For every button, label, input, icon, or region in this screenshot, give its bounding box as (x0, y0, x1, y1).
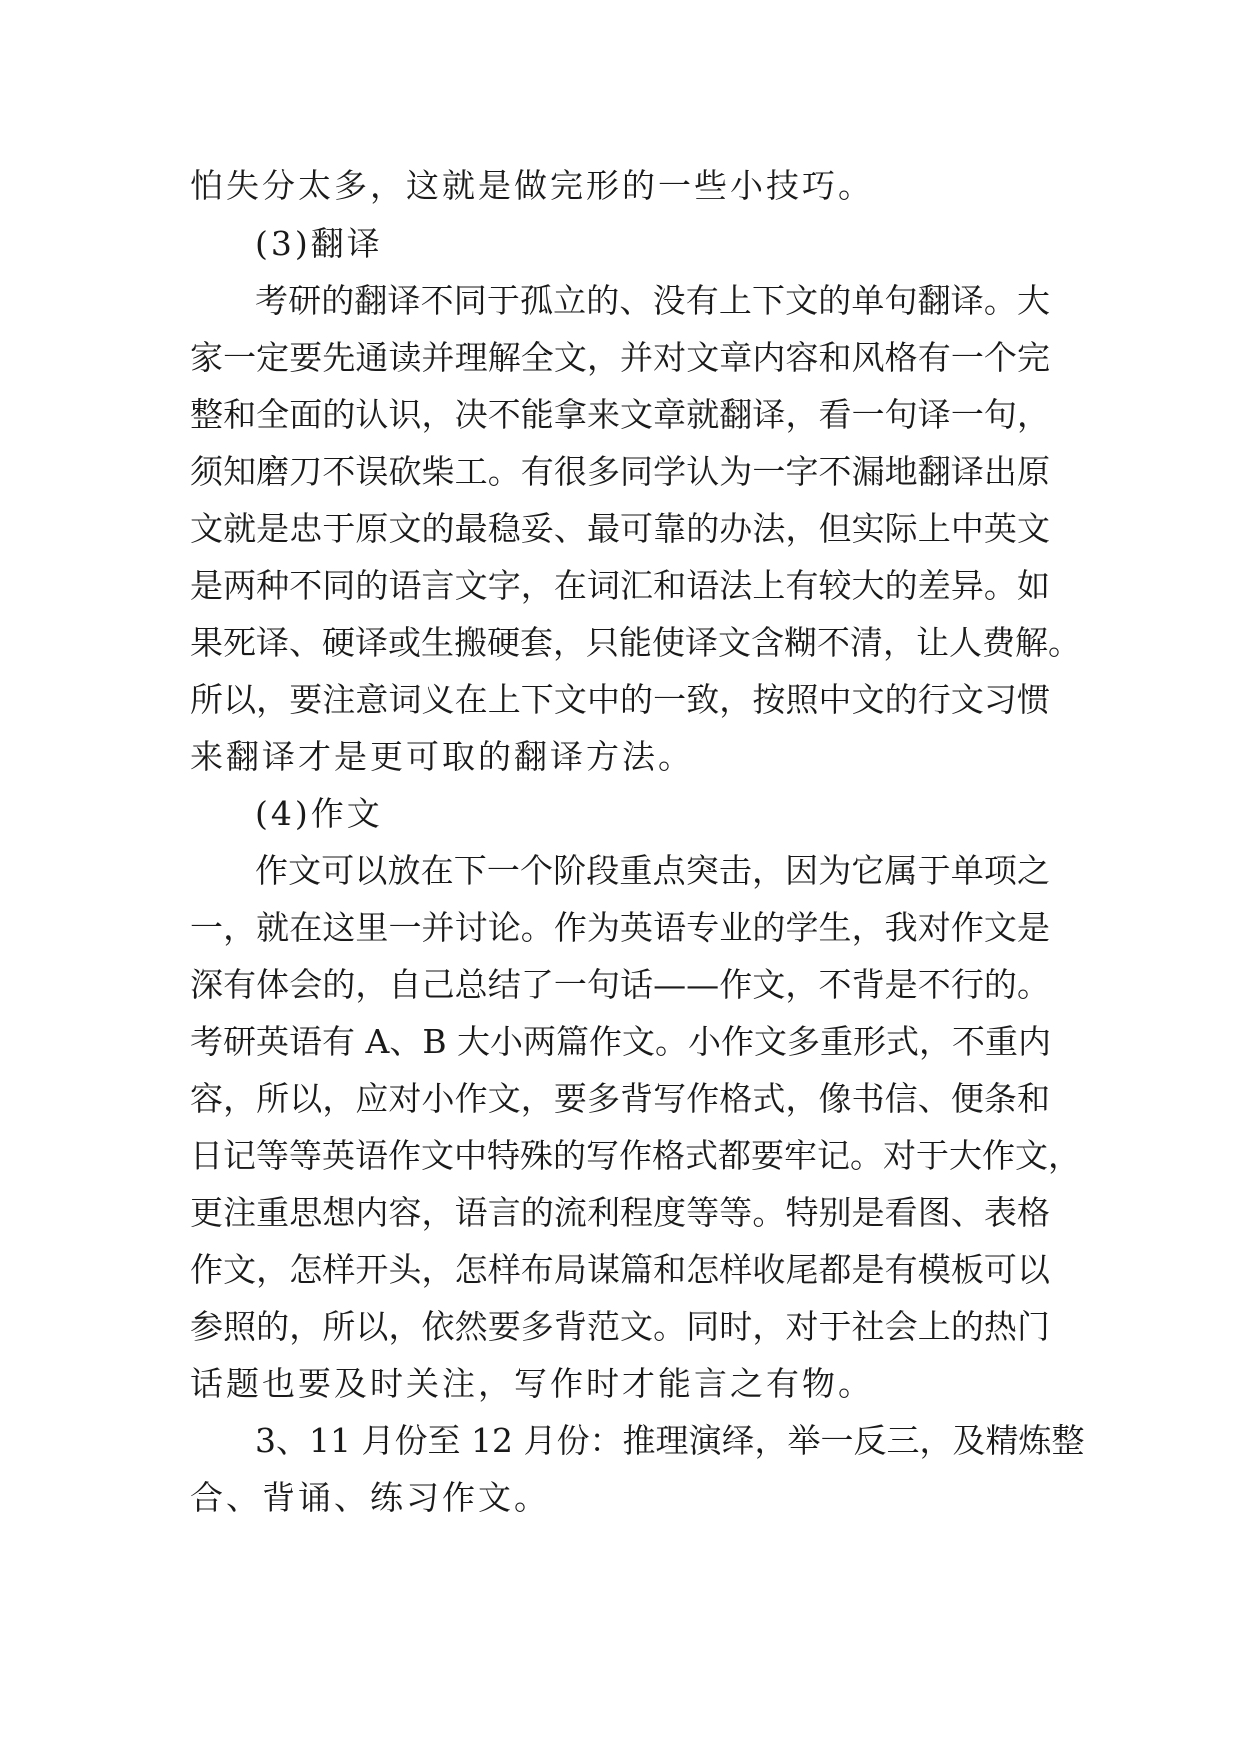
paragraph-line: 合、背诵、练习作文。 (190, 1478, 550, 1517)
paragraph-line: 果死译、硬译或生搬硬套，只能使译文含糊不清，让人费解。 (190, 623, 1081, 662)
paragraph-line: 作文可以放在下一个阶段重点突击，因为它属于单项之 (255, 851, 1050, 890)
paragraph-line: 须知磨刀不误砍柴工。有很多同学认为一字不漏地翻译出原 (190, 452, 1050, 491)
paragraph-line: 整和全面的认识，决不能拿来文章就翻译，看一句译一句， (190, 395, 1050, 434)
paragraph-line: 参照的，所以，依然要多背范文。同时，对于社会上的热门 (190, 1307, 1050, 1346)
paragraph-line: 所以，要注意词义在上下文中的一致，按照中文的行文习惯 (190, 680, 1050, 719)
paragraph-line: 考研的翻译不同于孤立的、没有上下文的单句翻译。大 (255, 281, 1050, 320)
paragraph-line: 怕失分太多，这就是做完形的一些小技巧。 (190, 166, 874, 205)
paragraph-line: 一，就在这里一并讨论。作为英语专业的学生，我对作文是 (190, 908, 1050, 947)
paragraph-line: 家一定要先通读并理解全文，并对文章内容和风格有一个完 (190, 338, 1050, 377)
paragraph-line: 来翻译才是更可取的翻译方法。 (190, 737, 694, 776)
paragraph-line: 文就是忠于原文的最稳妥、最可靠的办法，但实际上中英文 (190, 509, 1050, 548)
paragraph-line: 日记等等英语作文中特殊的写作格式都要牢记。对于大作文， (190, 1136, 1081, 1175)
section-heading-translation: (3)翻译 (255, 224, 383, 263)
paragraph-line: 深有体会的，自己总结了一句话——作文，不背是不行的。 (190, 965, 1050, 1004)
paragraph-line: 考研英语有 A、B 大小两篇作文。小作文多重形式，不重内 (190, 1022, 1052, 1061)
paragraph-line: 作文，怎样开头，怎样布局谋篇和怎样收尾都是有模板可以 (190, 1250, 1050, 1289)
paragraph-line: 3、11 月份至 12 月份：推理演绎，举一反三，及精炼整 (255, 1421, 1085, 1460)
paragraph-line: 话题也要及时关注，写作时才能言之有物。 (190, 1364, 874, 1403)
paragraph-line: 是两种不同的语言文字，在词汇和语法上有较大的差异。如 (190, 566, 1050, 605)
paragraph-line: 更注重思想内容，语言的流利程度等等。特别是看图、表格 (190, 1193, 1050, 1232)
section-heading-essay: (4)作文 (255, 794, 383, 833)
paragraph-line: 容，所以，应对小作文，要多背写作格式，像书信、便条和 (190, 1079, 1050, 1118)
